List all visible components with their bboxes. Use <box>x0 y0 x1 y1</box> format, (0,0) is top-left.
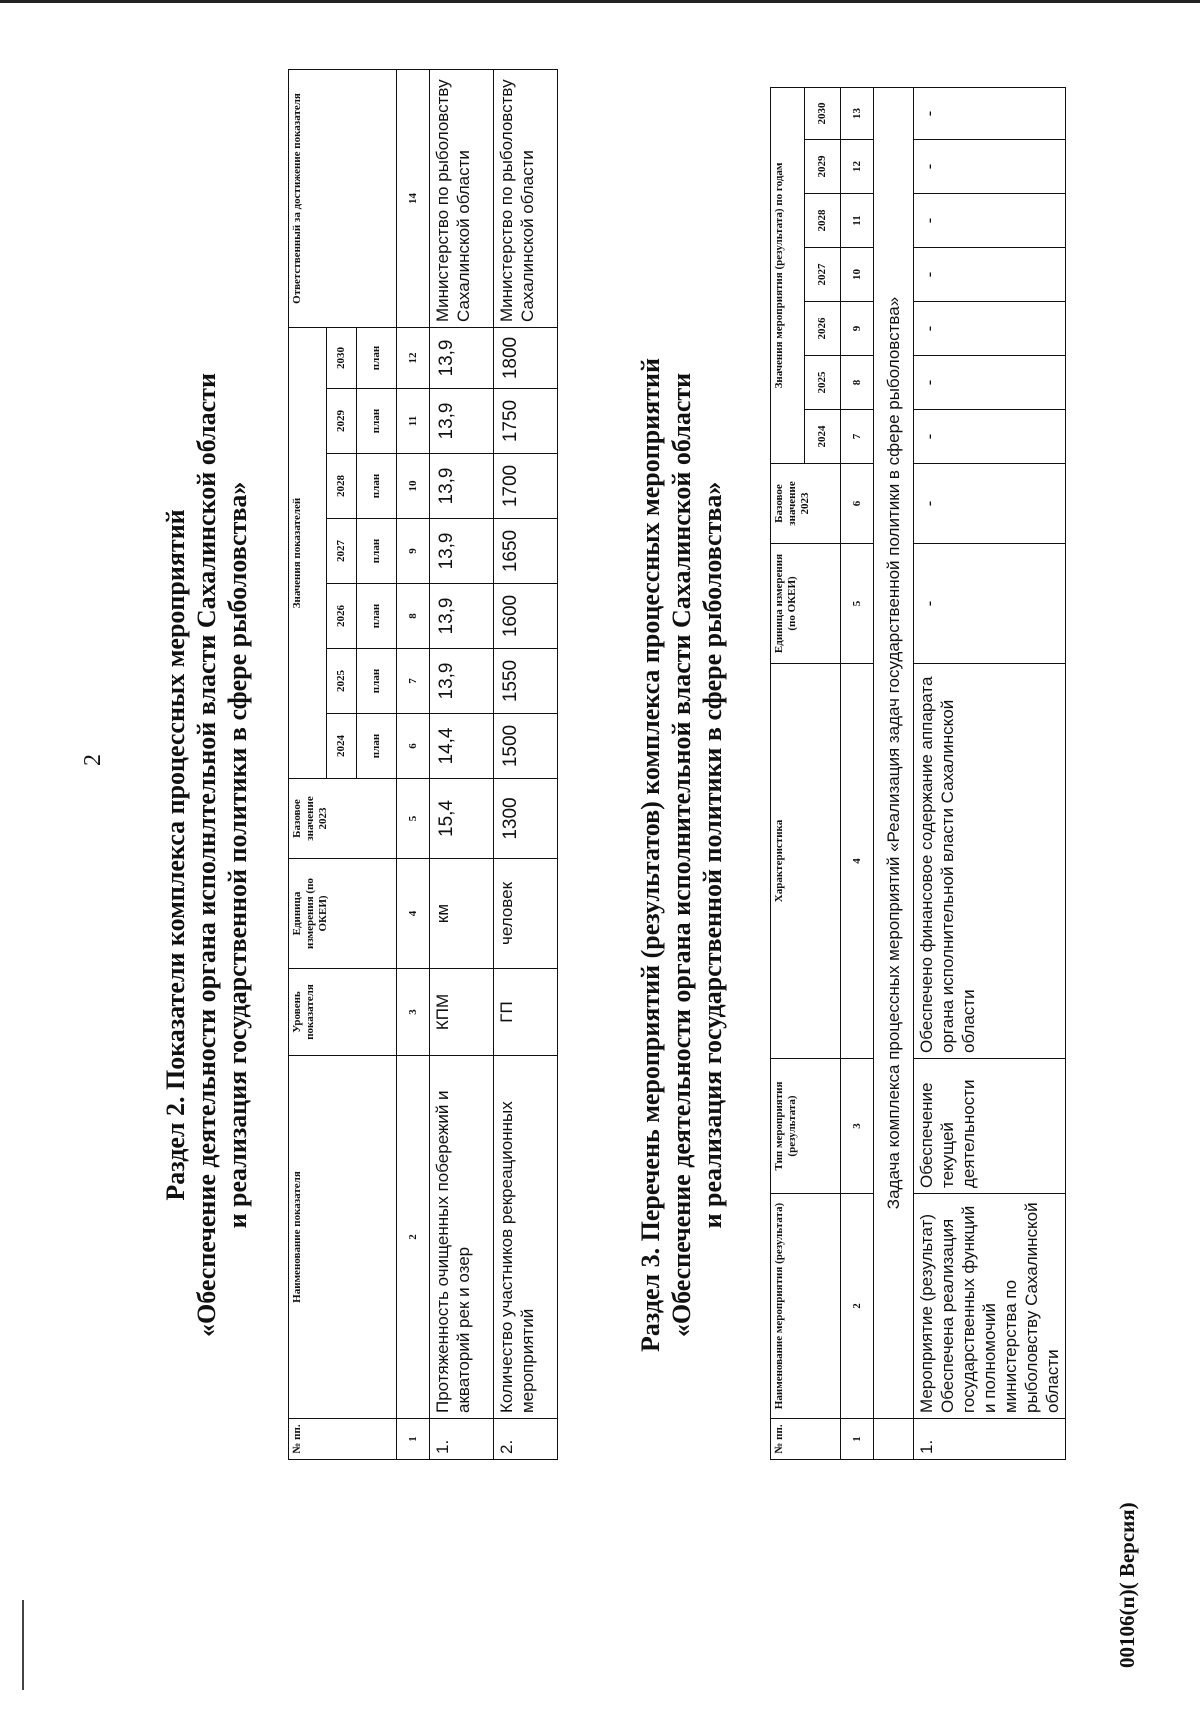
header-plan: план <box>357 389 397 454</box>
header-characteristic: Характеристика <box>771 664 841 1059</box>
header-year: 2029 <box>327 389 357 454</box>
plan-value: 1500 <box>494 714 558 779</box>
column-number: 3 <box>841 1059 874 1194</box>
header-year: 2030 <box>327 328 357 389</box>
column-number: 12 <box>841 140 874 194</box>
column-number: 1 <box>841 1419 874 1460</box>
section3-title <box>635 140 728 1570</box>
year-value: - <box>914 248 1066 302</box>
header-year: 2026 <box>805 302 841 356</box>
plan-value: 13,9 <box>430 584 494 649</box>
activities-table <box>770 87 1066 1460</box>
header-year: 2028 <box>327 454 357 519</box>
column-number: 10 <box>841 248 874 302</box>
task-row <box>874 88 914 1460</box>
header-plan: план <box>357 584 397 649</box>
task-row-spacer <box>874 1419 914 1460</box>
activity-unit: - <box>914 544 1066 664</box>
responsible-org: Министерство по рыболовству Сахалинской области <box>494 70 558 328</box>
row-number: 2. <box>494 1419 558 1460</box>
header-base-value: Базовое значение 2023 <box>289 779 397 859</box>
year-value: - <box>914 356 1066 410</box>
table-row <box>494 70 558 1460</box>
column-number: 5 <box>841 544 874 664</box>
column-number: 11 <box>841 194 874 248</box>
year-value: - <box>914 410 1066 464</box>
year-value: - <box>914 302 1066 356</box>
activity-type: Обеспечение текущей деятельности <box>914 1059 1066 1194</box>
column-number: 7 <box>397 649 430 714</box>
plan-value: 1750 <box>494 389 558 454</box>
header-activity-type: Тип мероприятия (результата) <box>771 1059 841 1194</box>
column-number: 14 <box>397 70 430 328</box>
header-indicator-name: Наименование показателя <box>289 1056 397 1419</box>
section2-title-line: «Обеспечение деятельности органа исполнлтельной власти Сахалинской области <box>192 373 221 1337</box>
column-number: 6 <box>397 714 430 779</box>
column-number: 3 <box>397 969 430 1056</box>
header-year: 2029 <box>805 140 841 194</box>
plan-value: 13,9 <box>430 649 494 714</box>
indicator-level: КПМ <box>430 969 494 1056</box>
section2-title <box>160 140 253 1570</box>
header-num: № пп. <box>289 1419 397 1460</box>
responsible-org: Министерство по рыболовству Сахалинской области <box>430 70 494 328</box>
column-number: 13 <box>841 88 874 140</box>
column-number: 5 <box>397 779 430 859</box>
column-number: 6 <box>841 464 874 544</box>
table-row <box>430 70 494 1460</box>
header-plan: план <box>357 328 397 389</box>
base-value: - <box>914 464 1066 544</box>
section3-title-line: «Обеспечение деятельности органа исполнительной власти Сахалинской области <box>667 372 696 1338</box>
header-year: 2030 <box>805 88 841 140</box>
header-year: 2024 <box>327 714 357 779</box>
header-responsible: Ответственный за достижение показателя <box>289 70 397 328</box>
page-number: 2 <box>80 754 106 766</box>
indicator-name: Протяженность очищенных побережий и акваторий рек и озер <box>430 1056 494 1419</box>
section2-title-line: Раздел 2. Показатели комплекса процессных мероприятий <box>161 509 190 1201</box>
header-plan: план <box>357 519 397 584</box>
document-page <box>10 20 1160 1690</box>
row-number: 1. <box>430 1419 494 1460</box>
column-number: 9 <box>397 519 430 584</box>
header-year: 2027 <box>327 519 357 584</box>
year-value: - <box>914 88 1066 140</box>
plan-value: 14,4 <box>430 714 494 779</box>
plan-value: 1650 <box>494 519 558 584</box>
plan-value: 1600 <box>494 584 558 649</box>
header-values: Значения показателей <box>289 328 327 779</box>
document-code: 00106(п)( Версия) <box>1115 1502 1139 1668</box>
base-value: 1300 <box>494 779 558 859</box>
header-plan: план <box>357 454 397 519</box>
column-number: 12 <box>397 328 430 389</box>
plan-value: 13,9 <box>430 389 494 454</box>
scan-edge-top <box>0 0 1200 3</box>
header-unit: Единица измерения (по ОКЕИ) <box>771 544 841 664</box>
section3-title-line: Раздел 3. Перечень мероприятий (результатов) комплекса процессных мероприятий <box>636 358 665 1352</box>
plan-value: 13,9 <box>430 454 494 519</box>
header-num: № пп. <box>771 1419 841 1460</box>
indicators-table <box>288 69 558 1460</box>
header-year: 2025 <box>327 649 357 714</box>
indicator-unit: человек <box>494 859 558 969</box>
column-number: 1 <box>397 1419 430 1460</box>
column-number: 7 <box>841 410 874 464</box>
column-number: 4 <box>397 859 430 969</box>
table-row <box>914 88 1066 1460</box>
base-value: 15,4 <box>430 779 494 859</box>
row-number: 1. <box>914 1419 1066 1460</box>
plan-value: 13,9 <box>430 328 494 389</box>
header-plan: план <box>357 649 397 714</box>
column-number: 9 <box>841 302 874 356</box>
plan-value: 13,9 <box>430 519 494 584</box>
section2-title-line: и реализация государственной политики в сфере рыболовства» <box>223 481 252 1229</box>
column-number: 10 <box>397 454 430 519</box>
plan-value: 1550 <box>494 649 558 714</box>
indicator-unit: км <box>430 859 494 969</box>
column-number: 8 <box>841 356 874 410</box>
header-unit: Единица измерения (по ОКЕИ) <box>289 859 397 969</box>
column-number: 11 <box>397 389 430 454</box>
header-year: 2026 <box>327 584 357 649</box>
year-value: - <box>914 194 1066 248</box>
indicator-level: ГП <box>494 969 558 1056</box>
header-plan: план <box>357 714 397 779</box>
column-number: 4 <box>841 664 874 1059</box>
header-values-by-year: Значения мероприятия (результата) по годам <box>771 88 805 464</box>
header-year: 2027 <box>805 248 841 302</box>
column-number: 8 <box>397 584 430 649</box>
header-activity-name: Наименование мероприятия (результата) <box>771 1194 841 1419</box>
column-number-row <box>397 70 430 1460</box>
activity-name: Мероприятие (результат) Обеспечена реализация государственных функций и полномочий министерства по рыболовству Сахалинской области <box>914 1194 1066 1419</box>
header-year: 2025 <box>805 356 841 410</box>
header-base-value: Базовое значение 2023 <box>771 464 841 544</box>
plan-value: 1700 <box>494 454 558 519</box>
header-year: 2024 <box>805 410 841 464</box>
column-number: 2 <box>397 1056 430 1419</box>
task-description: Задача комплекса процессных мероприятий «Реализация задач государственной политики в сфере рыболовства» <box>874 88 914 1419</box>
indicator-name: Количество участников рекреационных мероприятий <box>494 1056 558 1419</box>
plan-value: 1800 <box>494 328 558 389</box>
header-level: Уровень показателя <box>289 969 397 1056</box>
section3-title-line: и реализация государственной политики в сфере рыболовства» <box>698 481 727 1229</box>
activity-characteristic: Обеспечено финансовое содержание аппарата органа исполнительной власти Сахалинской области <box>914 664 1066 1059</box>
year-value: - <box>914 140 1066 194</box>
header-year: 2028 <box>805 194 841 248</box>
column-number-row <box>841 88 874 1460</box>
column-number: 2 <box>841 1194 874 1419</box>
